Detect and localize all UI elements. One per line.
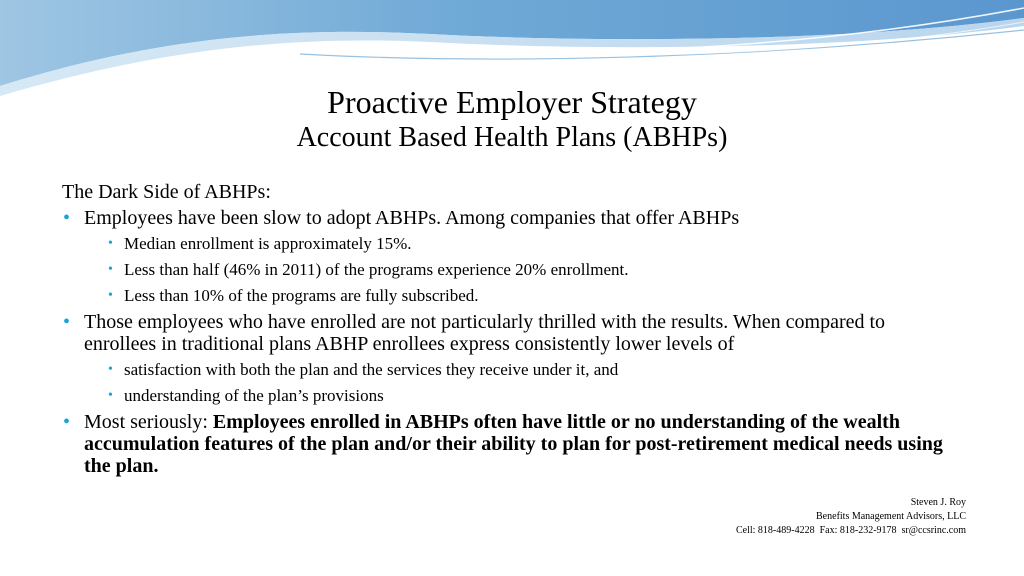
bullet-lead-text: Most seriously: (84, 411, 213, 433)
bullet-dot-icon: • (63, 411, 71, 433)
bullet-item (62, 207, 962, 229)
sub-bullet-item (108, 285, 962, 307)
bullet-dot-icon: • (108, 236, 113, 251)
intro-text: The Dark Side of ABHPs: (62, 181, 271, 203)
sub-bullet-item (108, 385, 962, 407)
slide-body (62, 180, 962, 481)
sub-bullet-item (108, 259, 962, 281)
presenter-company: Benefits Management Advisors, LLC (816, 511, 966, 522)
bullet-dot-icon: • (63, 311, 71, 333)
slide-title: Proactive Employer Strategy (327, 84, 697, 120)
bullet-item (62, 311, 962, 355)
bullet-text: Those employees who have enrolled are not particularly thrilled with the results. When compared to enrollees in traditional plans ABHP enrollees express consistently lower levels of (84, 311, 886, 355)
bullet-text: Employees have been slow to adopt ABHPs. Among companies that offer ABHPs (84, 207, 740, 229)
presenter-info (736, 496, 966, 538)
presenter-contact: Cell: 818-489-4228 Fax: 818-232-9178 sr@ccsrinc.com (735, 525, 966, 536)
bullet-bold-text: Employees enrolled in ABHPs often have little or no understanding of the wealth accumulation features of the plan and/or their ability to plan for post-retirement medical needs using the plan. (84, 411, 943, 477)
sub-bullet-text: satisfaction with both the plan and the services they receive under it, and (124, 360, 619, 379)
sub-bullet-item (108, 233, 962, 255)
sub-bullet-text: understanding of the plan’s provisions (124, 386, 384, 405)
slide-subtitle: Account Based Health Plans (ABHPs) (296, 122, 728, 153)
bullet-dot-icon: • (108, 362, 113, 377)
sub-bullet-item (108, 359, 962, 381)
bullet-item (62, 411, 962, 477)
bullet-dot-icon: • (63, 207, 71, 229)
bullet-dot-icon: • (108, 288, 113, 303)
presenter-name: Steven J. Roy (910, 497, 966, 508)
sub-bullet-text: Less than half (46% in 2011) of the programs experience 20% enrollment. (124, 260, 629, 279)
sub-bullet-text: Less than 10% of the programs are fully subscribed. (124, 286, 479, 305)
bullet-dot-icon: • (108, 388, 113, 403)
bullet-dot-icon: • (108, 262, 113, 277)
sub-bullet-text: Median enrollment is approximately 15%. (124, 234, 412, 253)
